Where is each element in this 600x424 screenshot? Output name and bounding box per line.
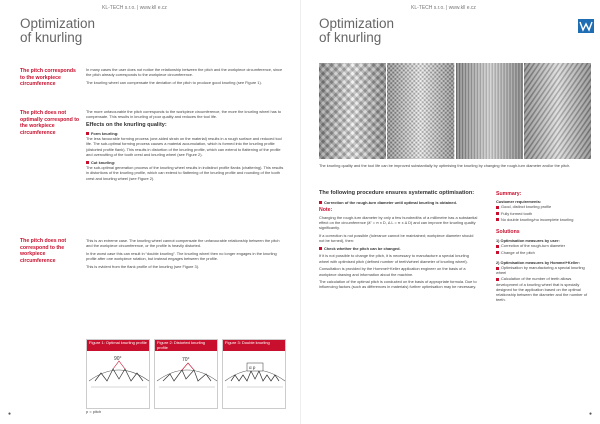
procedure-heading: The following procedure ensures systematic optimisation:: [319, 190, 475, 196]
requirements-title: Customer requirements:: [496, 199, 542, 205]
right-page: [300, 0, 600, 424]
figure-3: [222, 339, 286, 409]
figure-3-mark: α p: [249, 365, 256, 370]
knurl-photo-fine-icon: [387, 63, 454, 159]
figure-2: [154, 339, 218, 409]
list-item: Fully formed tooth: [496, 211, 591, 216]
effects-heading: Effects on the knurling quality:: [86, 121, 167, 128]
list-item: Change of the pitch: [496, 250, 591, 255]
list-item: Correction of the rough-turn diameter: [496, 243, 591, 248]
figure-2-title: Figure 2: Distorted knurling profile: [155, 340, 217, 351]
page-title: Optimization of knurling: [20, 16, 96, 45]
page-number-left: ●: [8, 411, 12, 417]
note-title: Note:: [319, 206, 333, 213]
section-body-not-correspond: This is an extreme case. The knurling wheel cannot compensate the unfavourable relationship between the pitch and the workpiece circumference, or the profile is heavily distorted. In the worst case this can result in “double knurling”. The knurling wheel then no longer engages in the knurling profile after one workpiece rotation, but instead engages between the profile. This is evident from the flank profile of the knurling (see Figure 3).: [86, 238, 280, 270]
figure-1-diagram: [87, 351, 149, 393]
figure-caption: p = pitch: [86, 409, 102, 414]
procedure-column: The following procedure ensures systematic optimisation: Correction of the rough-turn diameter until optimal knurling is obtained. Note: Changing the rough-turn diameter by only a few hundredths of a millimetre has a substantial effect on the circumference (ä” = π x D, Δ L = π x Δ D) and can improve the knurling quality significantly. If a correction is not possible (tolerance cannot be maintained; workpiece diameter should not be turned), then: Check whether the pitch can be changed. If it is not possible to change the pitch, it is necessary to manufacture a special knurling wheel with optimised pitch (defined number of teeth/wheel diameter of knurling wheel). Consultation is provided by the Hommel+Keller application engineer on the basis of a workpiece drawing and information about the machine. The calculation of the optimal pitch is conducted on the basis of appropriate formula. Due to influencing factors (such as differences in materials) further optimisation may be necessary.: [319, 190, 478, 290]
solution-2-title: 2) Optimisation measures by Hommel+Keller:: [496, 259, 581, 265]
list-item: Optimisation by manufacturing a special knurling wheel: [496, 265, 585, 276]
knurl-photo-diamond-icon: [319, 63, 386, 159]
bullet-square: [319, 247, 322, 250]
knurl-profile-optimal-icon: [87, 351, 151, 393]
section-label-not-optimal: The pitch does not optimally correspond to the workpiece circumference: [20, 110, 80, 136]
figure-2-diagram: [155, 351, 217, 393]
list-item: Good, distinct knurling profile: [496, 204, 591, 209]
page-number-right: ●: [588, 411, 592, 417]
company-logo: [578, 19, 594, 33]
section-label-corresponds: The pitch corresponds to the workpiece circumference: [20, 68, 76, 87]
knurl-photo-diagonal-icon: [524, 63, 591, 159]
page-title-right: Optimization of knurling: [319, 16, 395, 45]
header-text: KL-TECH s.r.o. | www.kll e.cz: [102, 5, 167, 11]
solution-1-title: 1) Optimisation measures by user:: [496, 238, 560, 244]
logo-mark-icon: [578, 19, 594, 33]
header-text-right: KL-TECH s.r.o. | www.kll e.cz: [411, 5, 476, 11]
section-label-not-correspond: The pitch does not correspond to the workpiece circumference: [20, 238, 67, 264]
knurling-photo-strip: [319, 63, 591, 159]
bullet-square: [319, 201, 322, 204]
section-body-corresponds: In many cases the user does not notice the relationship between the pitch and the workpiece circumference, since the pitch already corresponds to the workpiece circumference. The knurling wheel can compensate the deviation of the pitch to produce good knurling (see Figure 1).: [86, 67, 283, 86]
figure-2-mark: 70°: [182, 357, 190, 363]
figure-3-title: Figure 3: Double knurling: [223, 340, 285, 351]
summary-title: Summary:: [496, 191, 522, 197]
figure-1: [86, 339, 150, 409]
section-body-not-optimal: The more unfavourable the pitch corresponds to the workpiece circumference, the more the knurling wheel has to compensate. This results in knurling of poor quality and reduces the tool life. Effects on the knurling quality: Form knurling: The less favourable forming process (one-sided strain on the material) results in a rough surface and reduced tool life. The sub-optimal forming process causes a material accumulation, which is formed into the knurling profile (distorted profile flank). This results in distortion of the knurling profile, which can extend to flattening of the profile and overcutting of the tooth crest and knurling wheel (see Figure 2). Cut knurling: The sub-optimal generation process of the knurling wheel results in indistinct profile flanks (chattering). This results in distortions of the knurling profile, which can extend to flattening of the knurling profile and rounding of the tooth crest and knurling wheel (see Figure 2).: [86, 109, 286, 184]
image-caption: The knurling quality and the tool life can be improved substantially by optimising the knurling by changing the rough-turn diameter and/or the pitch.: [319, 163, 571, 168]
knurl-profile-double-icon: [223, 351, 287, 393]
solutions-title: Solutions: [496, 229, 520, 236]
knurl-photo-straight-icon: [456, 63, 523, 159]
knurl-profile-distorted-icon: [155, 351, 219, 393]
bullet-square: [86, 161, 89, 164]
figure-3-diagram: [223, 351, 285, 393]
figure-1-mark: 90°: [114, 356, 122, 362]
bullet-square: [86, 132, 89, 135]
summary-column: [496, 190, 591, 303]
list-item: Calculation of the number of teeth allows development of a knurling wheel that is specially designed for the application based on the optimal relationship between the diameter and the number of teeth.: [496, 276, 588, 303]
figure-1-title: Figure 1: Optimal knurling profile: [87, 340, 149, 351]
list-item: No double knurling/no incomplete knurling: [496, 217, 591, 222]
figure-row: [86, 339, 286, 409]
